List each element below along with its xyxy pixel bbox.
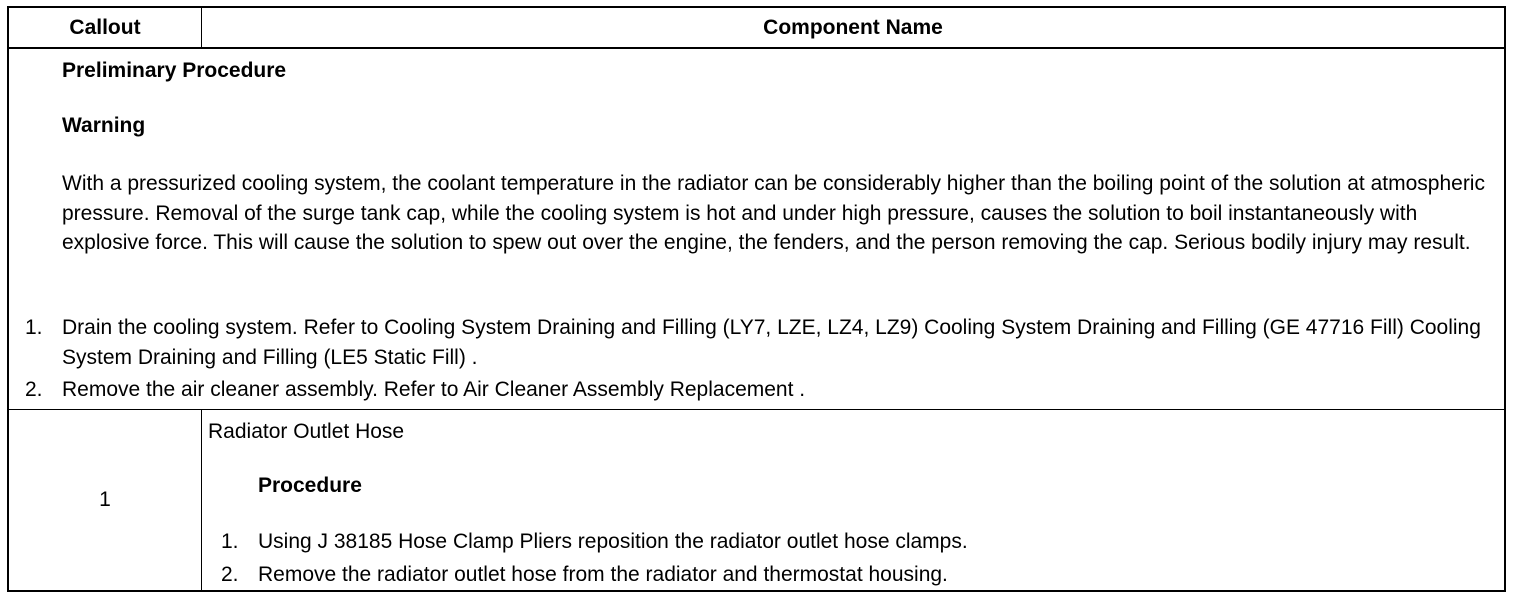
preliminary-procedure-section (9, 49, 1504, 410)
step-number: 2. (25, 378, 43, 401)
procedure-heading: Procedure (258, 474, 362, 497)
step-number: 2. (221, 563, 239, 586)
step-text: Remove the radiator outlet hose from the radiator and thermostat housing. (258, 563, 948, 586)
component-name: Radiator Outlet Hose (208, 420, 405, 443)
table-row (9, 410, 1504, 590)
step-text: Drain the cooling system. Refer to Cooling System Draining and Filling (LY7, LZE, LZ4, LZ9) Cooling System Draining and Filling (GE 47716 Fill) Cooling System Draining and Filling (LE5 Static Fill) . (62, 316, 1481, 369)
header-component-name: Component Name (763, 15, 943, 39)
callout-cell: 1 (9, 410, 202, 590)
header-callout: Callout (9, 8, 202, 47)
component-cell (202, 410, 1504, 590)
table-header-row (9, 8, 1504, 49)
preliminary-procedure-heading: Preliminary Procedure (62, 59, 287, 82)
step-text: Remove the air cleaner assembly. Refer to Air Cleaner Assembly Replacement . (62, 378, 806, 401)
warning-text: With a pressurized cooling system, the coolant temperature in the radiator can be considerably higher than the boiling point of the solution at atmospheric pressure. Removal of the surge tank cap, while the cooling system is hot and under high pressure, causes the solution to boil instantaneously with explosive force. This will cause the solution to spew out over the engine, the fenders, and the person removing the cap. Serious bodily injury may result. (62, 172, 1485, 254)
step-number: 1. (25, 316, 43, 339)
step-text: Using J 38185 Hose Clamp Pliers reposition the radiator outlet hose clamps. (258, 530, 968, 553)
step-number: 1. (221, 530, 239, 553)
warning-heading: Warning (62, 114, 146, 137)
procedure-table (7, 6, 1506, 592)
